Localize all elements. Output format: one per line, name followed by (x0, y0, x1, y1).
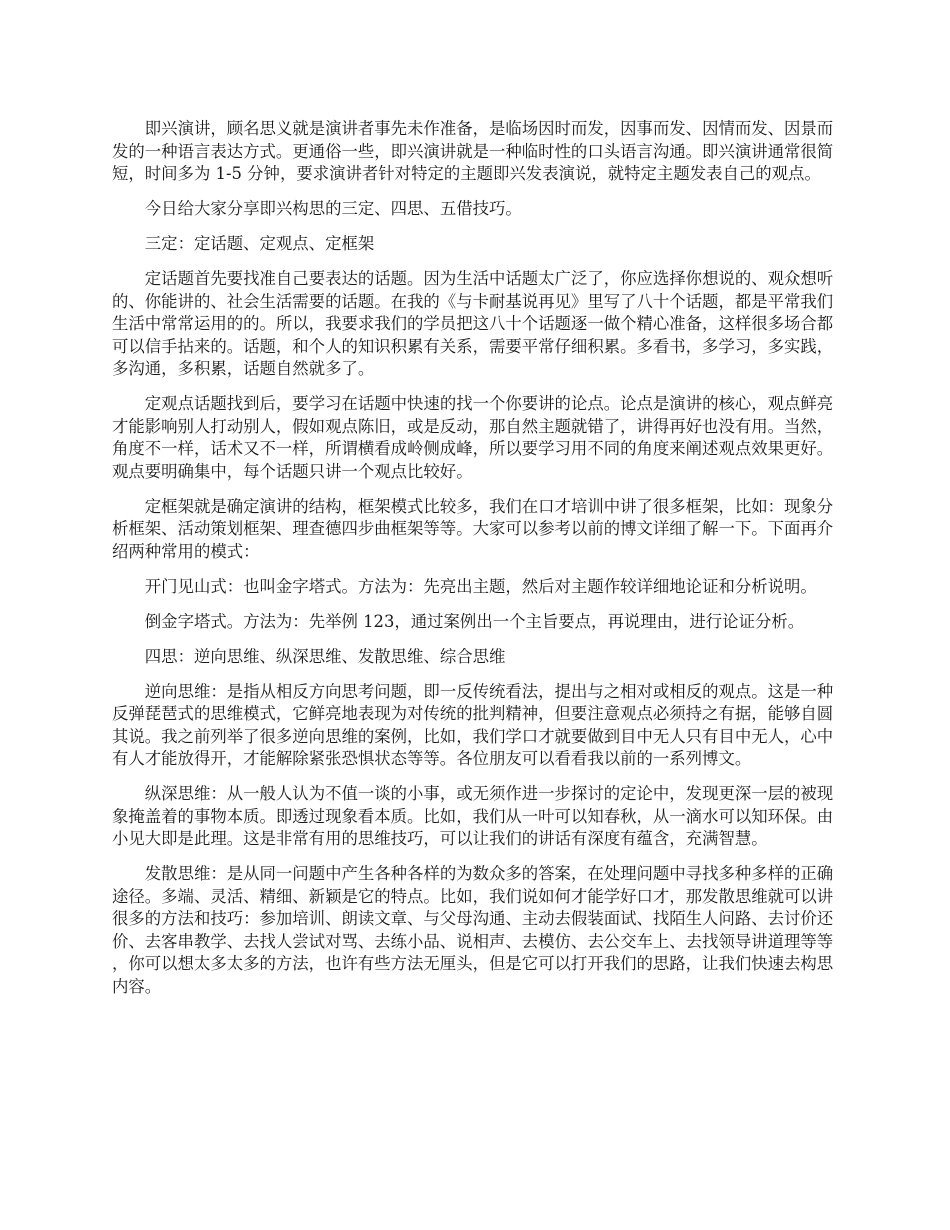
paragraph-intro: 即兴演讲，顾名思义就是演讲者事先未作准备，是临场因时而发，因事而发、因情而发、因景而发的一种语言表达方式。更通俗一些，即兴演讲就是一种临时性的口头语言沟通。即兴演讲通常很简短，时间多为 1-5 分钟，要求演讲者针对特定的主题即兴发表演说，就特定主题发表自己的观点。 (112, 119, 834, 183)
paragraph-overview: 今日给大家分享即兴构思的三定、四思、五借技巧。 (144, 199, 522, 218)
paragraph-framework: 定框架就是确定演讲的结构，框架模式比较多，我们在口才培训中讲了很多框架，比如：现象分析框架、活动策划框架、理查德四步曲框架等等。大家可以参考以前的博文详细了解一下。下面再介绍两种常用的模式： (112, 496, 834, 561)
document-body (112, 118, 840, 1011)
heading-three-settings: 三定：定话题、定观点、定框架 (144, 234, 375, 253)
paragraph-inverted-pyramid: 倒金字塔式。方法为：先举例 123，通过案例出一个主旨要点，再说理由，进行论证分析。 (144, 611, 805, 631)
paragraph-divergent-thinking: 发散思维：是从同一问题中产生各种各样的为数众多的答案，在处理问题中寻找多种多样的正确途径。多端、灵活、精细、新颖是它的特点。比如，我们说如何才能学好口才，那发散思维就可以讲很多的方法和技巧：参加培训、朗读文章、与父母沟通、主动去假装面试、找陌生人问路、去讨价还价、去客串教学、去找人尝试对骂、去练小品、说相声、去模仿、去公交车上、去找领导讲道理等等，你可以想太多太多的方法，也许有些方法无厘头，但是它可以打开我们的思路，让我们快速去构思内容。 (112, 864, 834, 996)
paragraph-depth-thinking: 纵深思维：从一般人认为不值一谈的小事，或无须作进一步探讨的定论中，发现更深一层的被现象掩盖着的事物本质。即透过现象看本质。比如，我们从一叶可以知春秋，从一滴水可以知环保。由小见大即是此理。这是非常有用的思维技巧，可以让我们的讲话有深度有蕴含，充满智慧。 (112, 784, 834, 848)
paragraph-pyramid: 开门见山式：也叫金字塔式。方法为：先亮出主题，然后对主题作较详细地论证和分析说明。 (144, 576, 817, 596)
paragraph-viewpoint: 定观点话题找到后，要学习在话题中快速的找一个你要讲的论点。论点是演讲的核心，观点鲜亮才能影响别人打动别人，假如观点陈旧，或是反动，那自然主题就错了，讲得再好也没有用。当然，角度不一样，话术又不一样，所谓横看成岭侧成峰，所以要学习用不同的角度来阐述观点效果更好。观点要明确集中，每个话题只讲一个观点比较好。 (112, 394, 834, 481)
paragraph-reverse-thinking: 逆向思维：是指从相反方向思考问题，即一反传统看法，提出与之相对或相反的观点。这是一种反弹琵琶式的思维模式，它鲜亮地表现为对传统的批判精神，但要注意观点必须持之有据，能够自圆其说。我之前列举了很多逆向思维的案例，比如，我们学口才就要做到目中无人只有目中无人，心中有人才能放得开，才能解除紧张恐惧状态等等。各位朋友可以看看我以前的一系列博文。 (112, 681, 834, 768)
heading-four-thinking: 四思：逆向思维、纵深思维、发散思维、综合思维 (144, 646, 506, 666)
paragraph-topic: 定话题首先要找准自己要表达的话题。因为生活中话题太广泛了，你应选择你想说的、观众想听的、你能讲的、社会生活需要的话题。在我的《与卡耐基说再见》里写了八十个话题，都是平常我们生活中常常运用的的。所以，我要求我们的学员把这八十个话题逐一做个精心准备，这样很多场合都可以信手拈来的。话题，和个人的知识积累有关系，需要平常仔细积累。多看书，多学习，多实践，多沟通，多积累，话题自然就多了。 (112, 269, 834, 378)
